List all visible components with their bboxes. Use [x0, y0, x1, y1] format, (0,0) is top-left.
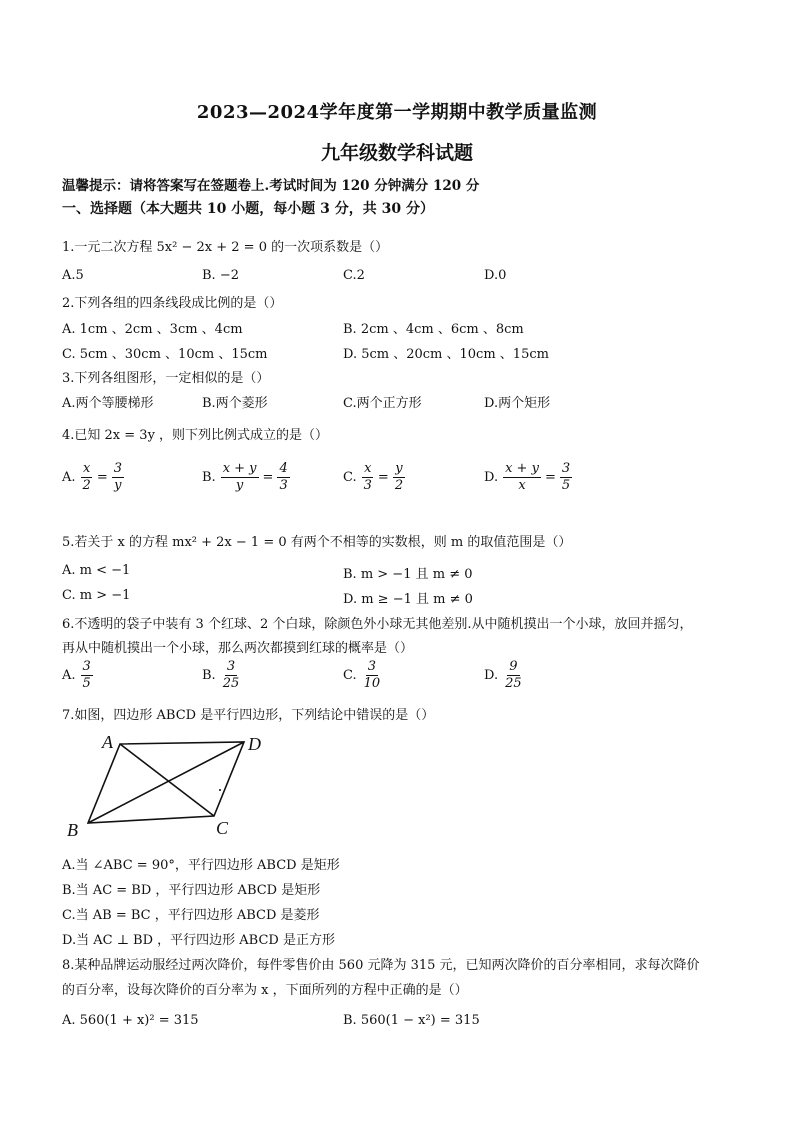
- numerator: y: [393, 462, 404, 478]
- q6-option-c-label: C.: [343, 668, 357, 684]
- question-1-stem: 1.一元二次方程 5x² − 2x + 2 = 0 的一次项系数是（）: [62, 240, 389, 255]
- vertex-label-d: D: [248, 734, 261, 754]
- q3-option-d: D.两个矩形: [484, 396, 551, 411]
- q6-option-a-label: A.: [62, 668, 76, 684]
- equals-sign: =: [377, 470, 389, 486]
- numerator: 3: [225, 660, 237, 676]
- numerator: 3: [81, 660, 93, 676]
- q6-option-b-label: B.: [202, 668, 216, 684]
- q5-option-d: D. m ≥ −1 且 m ≠ 0: [343, 592, 473, 607]
- point-mark: [219, 789, 221, 791]
- denominator: 3: [279, 478, 288, 494]
- q7-option-d: D.当 AC ⊥ BD ，平行四边形 ABCD 是正方形: [62, 933, 335, 948]
- numerator: 9: [507, 660, 519, 676]
- q4-option-c-label: C.: [343, 470, 357, 486]
- denominator: 2: [394, 478, 404, 494]
- fraction: [362, 660, 383, 692]
- denominator: 25: [505, 676, 522, 692]
- numerator: x: [81, 462, 92, 478]
- q4-option-d-label: D.: [484, 470, 499, 486]
- fraction: [221, 462, 259, 494]
- fraction: [393, 462, 405, 494]
- q7-option-a: A.当 ∠ABC = 90°，平行四边形 ABCD 是矩形: [62, 858, 340, 873]
- exam-hint: 温馨提示：请将答案写在签题卷上.考试时间为 120 分钟满分 120 分: [62, 178, 480, 194]
- q4-option-a: [62, 462, 126, 494]
- q1-option-b: B. −2: [202, 268, 239, 283]
- equals-sign: =: [262, 470, 274, 486]
- question-5-stem: 5.若关于 x 的方程 mx² + 2x − 1 = 0 有两个不相等的实数根，则 m 的取值范围是（）: [62, 535, 572, 550]
- q3-option-a: A.两个等腰梯形: [62, 396, 154, 411]
- q2-option-d: D. 5cm 、20cm 、10cm 、15cm: [343, 347, 549, 362]
- vertex-label-b: B: [67, 820, 78, 840]
- question-6-stem-line1: 6.不透明的袋子中装有 3 个红球、2 个白球，除颜色外小球无其他差别.从中随机摸出一个小球，放回并摇匀，: [62, 617, 693, 632]
- denominator: 5: [561, 478, 571, 494]
- denominator: 2: [82, 478, 91, 494]
- fraction: [221, 660, 242, 692]
- numerator: x + y: [221, 462, 259, 478]
- q3-option-b: B.两个菱形: [202, 396, 268, 411]
- fraction: [277, 462, 289, 494]
- q6-option-c: [343, 660, 384, 692]
- question-8-stem-line2: 的百分率，设每次降价的百分率为 x ，下面所列的方程中正确的是（）: [62, 983, 468, 998]
- fraction: [81, 660, 93, 692]
- q1-option-c: C.2: [343, 268, 365, 283]
- q2-option-a: A. 1cm 、2cm 、3cm 、4cm: [62, 322, 243, 337]
- exam-title: 2023—2024学年度第一学期期中教学质量监测: [196, 102, 598, 123]
- fraction: [503, 462, 541, 494]
- numerator: x + y: [503, 462, 541, 478]
- fraction: [362, 462, 374, 494]
- q7-option-c: C.当 AB = BC ，平行四边形 ABCD 是菱形: [62, 908, 320, 923]
- q5-option-a: A. m < −1: [62, 563, 131, 578]
- q6-option-a: [62, 660, 95, 692]
- numerator: 3: [560, 462, 572, 478]
- q5-option-c: C. m > −1: [62, 588, 131, 603]
- exam-subtitle: 九年级数学科试题: [320, 142, 473, 164]
- question-7-stem: 7.如图，四边形 ABCD 是平行四边形，下列结论中错误的是（）: [62, 708, 435, 723]
- fraction: [560, 462, 572, 494]
- q7-option-b: B.当 AC = BD ，平行四边形 ABCD 是矩形: [62, 883, 321, 898]
- diagonal-bd: [88, 742, 244, 823]
- question-3-stem: 3.下列各组图形，一定相似的是（）: [62, 371, 270, 386]
- q1-option-a: A.5: [62, 268, 84, 283]
- q2-option-b: B. 2cm 、4cm 、6cm 、8cm: [343, 322, 524, 337]
- question-8-stem-line1: 8.某种品牌运动服经过两次降价，每件零售价由 560 元降为 315 元，已知两次降价的百分率相同，求每次降价: [62, 958, 700, 973]
- fraction: [503, 660, 524, 692]
- numerator: 3: [366, 660, 378, 676]
- vertex-label-c: C: [216, 818, 229, 838]
- denominator: y: [235, 478, 244, 494]
- section-heading: 一、选择题（本大题共 10 小题，每小题 3 分，共 30 分）: [62, 201, 434, 217]
- q4-option-b-label: B.: [202, 470, 216, 486]
- denominator: 5: [82, 676, 91, 692]
- question-6-stem-line2: 再从中随机摸出一个小球，那么两次都摸到红球的概率是（）: [62, 641, 414, 656]
- question-2-stem: 2.下列各组的四条线段成比例的是（）: [62, 296, 283, 311]
- equals-sign: =: [96, 470, 108, 486]
- q6-option-d: [484, 660, 526, 692]
- q8-option-b: B. 560(1 − x²) = 315: [343, 1013, 480, 1028]
- q6-option-b: [202, 660, 243, 692]
- denominator: x: [518, 478, 526, 494]
- parallelogram-figure: [62, 728, 282, 846]
- q4-option-d: [484, 462, 574, 494]
- vertex-label-a: A: [102, 732, 113, 752]
- q4-option-b: [202, 462, 292, 494]
- q1-option-d: D.0: [484, 268, 507, 283]
- q4-option-a-label: A.: [62, 470, 76, 486]
- q6-option-d-label: D.: [484, 668, 499, 684]
- numerator: 3: [112, 462, 124, 478]
- q4-option-c: [343, 462, 407, 494]
- q2-option-c: C. 5cm 、30cm 、10cm 、15cm: [62, 347, 268, 362]
- equals-sign: =: [544, 470, 556, 486]
- denominator: 3: [363, 478, 372, 494]
- question-4-stem: 4.已知 2x = 3y ，则下列比例式成立的是（）: [62, 428, 329, 443]
- fraction: [81, 462, 93, 494]
- q5-option-b: B. m > −1 且 m ≠ 0: [343, 567, 473, 582]
- q3-option-c: C.两个正方形: [343, 396, 422, 411]
- denominator: y: [114, 478, 122, 494]
- denominator: 25: [222, 676, 240, 692]
- numerator: 4: [277, 462, 289, 478]
- numerator: x: [362, 462, 373, 478]
- diagonal-ac: [120, 744, 214, 816]
- fraction: [112, 462, 124, 494]
- denominator: 10: [363, 676, 381, 692]
- q8-option-a: A. 560(1 + x)² = 315: [62, 1013, 199, 1028]
